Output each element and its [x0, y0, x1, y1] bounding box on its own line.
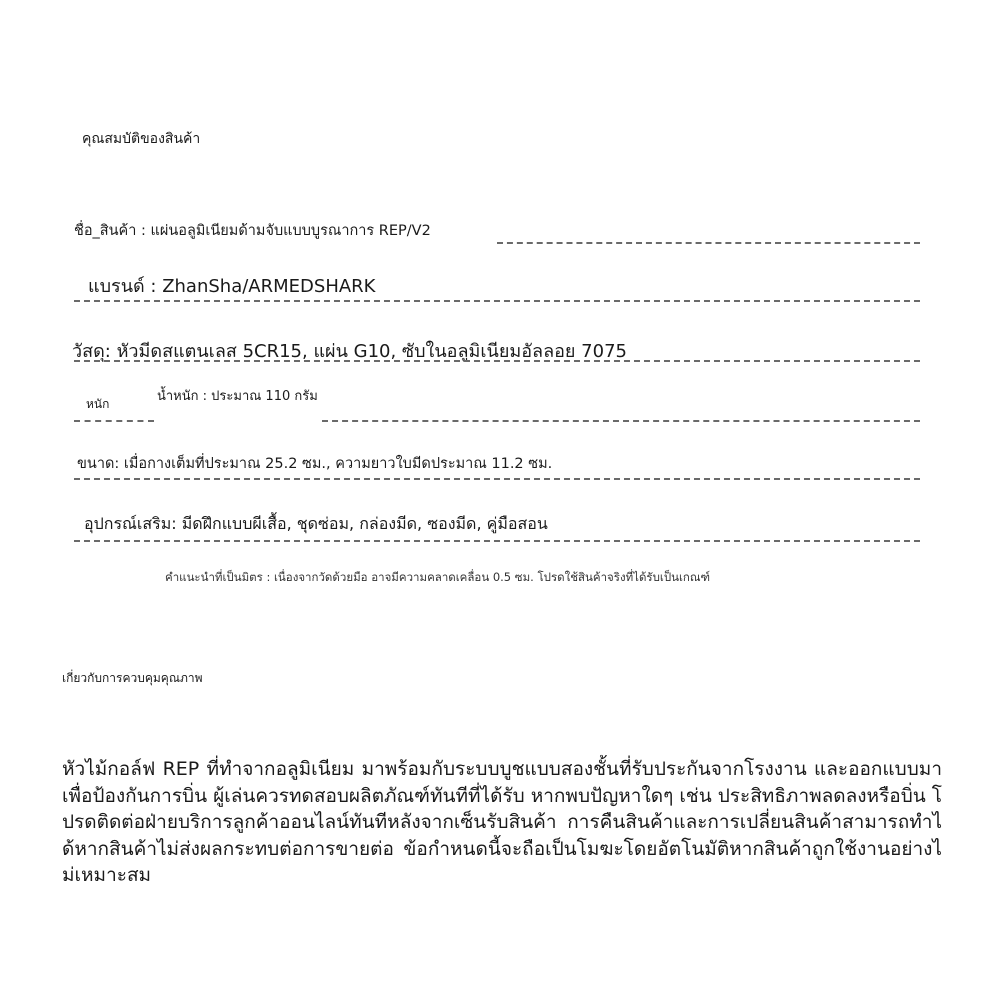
size-row: ขนาด: เมื่อกางเต็มที่ประมาณ 25.2 ซม., ความยาวใบมีดประมาณ 11.2 ซม. — [77, 456, 553, 472]
divider — [322, 420, 920, 422]
divider — [74, 360, 920, 362]
material-row: วัสดุ: หัวมีดสแตนเลส 5CR15, แผ่น G10, ซับในอลูมิเนียมอัลลอย 7075 — [72, 341, 627, 362]
divider — [497, 242, 920, 244]
weight-value: น้ำหนัก : ประมาณ 110 กรัม — [157, 389, 318, 404]
divider — [74, 300, 920, 302]
weight-label: หนัก — [86, 397, 110, 411]
quality-control-title: เกี่ยวกับการควบคุมคุณภาพ — [62, 671, 203, 685]
divider — [74, 420, 154, 422]
section-title: คุณสมบัติของสินค้า — [82, 131, 201, 147]
product-name-row: ชื่อ_สินค้า : แผ่นอลูมิเนียมด้ามจับแบบบูรณาการ REP/V2 — [74, 223, 431, 239]
divider — [74, 540, 920, 542]
quality-control-paragraph: หัวไม้กอล์ฟ REP ที่ทำจากอลูมิเนียม มาพร้อมกับระบบบูชแบบสองชั้นที่รับประกันจากโรงงาน และออกแบบมาเพื่อป้องกันการบิ่น ผู้เล่นควรทดสอบผลิตภัณฑ์ทันทีที่ได้รับ หากพบปัญหาใดๆ เช่น ประสิทธิภาพลดลงหรือบิ่น โปรดติดต่อฝ่ายบริการลูกค้าออนไลน์ทันทีหลังจากเซ็นรับสินค้า การคืนสินค้าและการเปลี่ยนสินค้าสามารถทำได้หากสินค้าไม่ส่งผลกระทบต่อการขายต่อ ข้อกำหนดนี้จะถือเป็นโมฆะโดยอัตโนมัติหากสินค้าถูกใช้งานอย่างไม่เหมาะสม — [62, 758, 942, 886]
brand-row: แบรนด์ : ZhanSha/ARMEDSHARK — [88, 276, 376, 297]
divider — [74, 478, 920, 480]
accessories-row: อุปกรณ์เสริม: มีดฝึกแบบผีเสื้อ, ชุดซ่อม, กล่องมีด, ซองมีด, คู่มือสอน — [84, 514, 548, 533]
friendly-note: คำแนะนำที่เป็นมิตร : เนื่องจากวัดด้วยมือ อาจมีความคลาดเคลื่อน 0.5 ซม. โปรดใช้สินค้าจริงที่ได้รับเป็นเกณฑ์ — [165, 570, 711, 584]
